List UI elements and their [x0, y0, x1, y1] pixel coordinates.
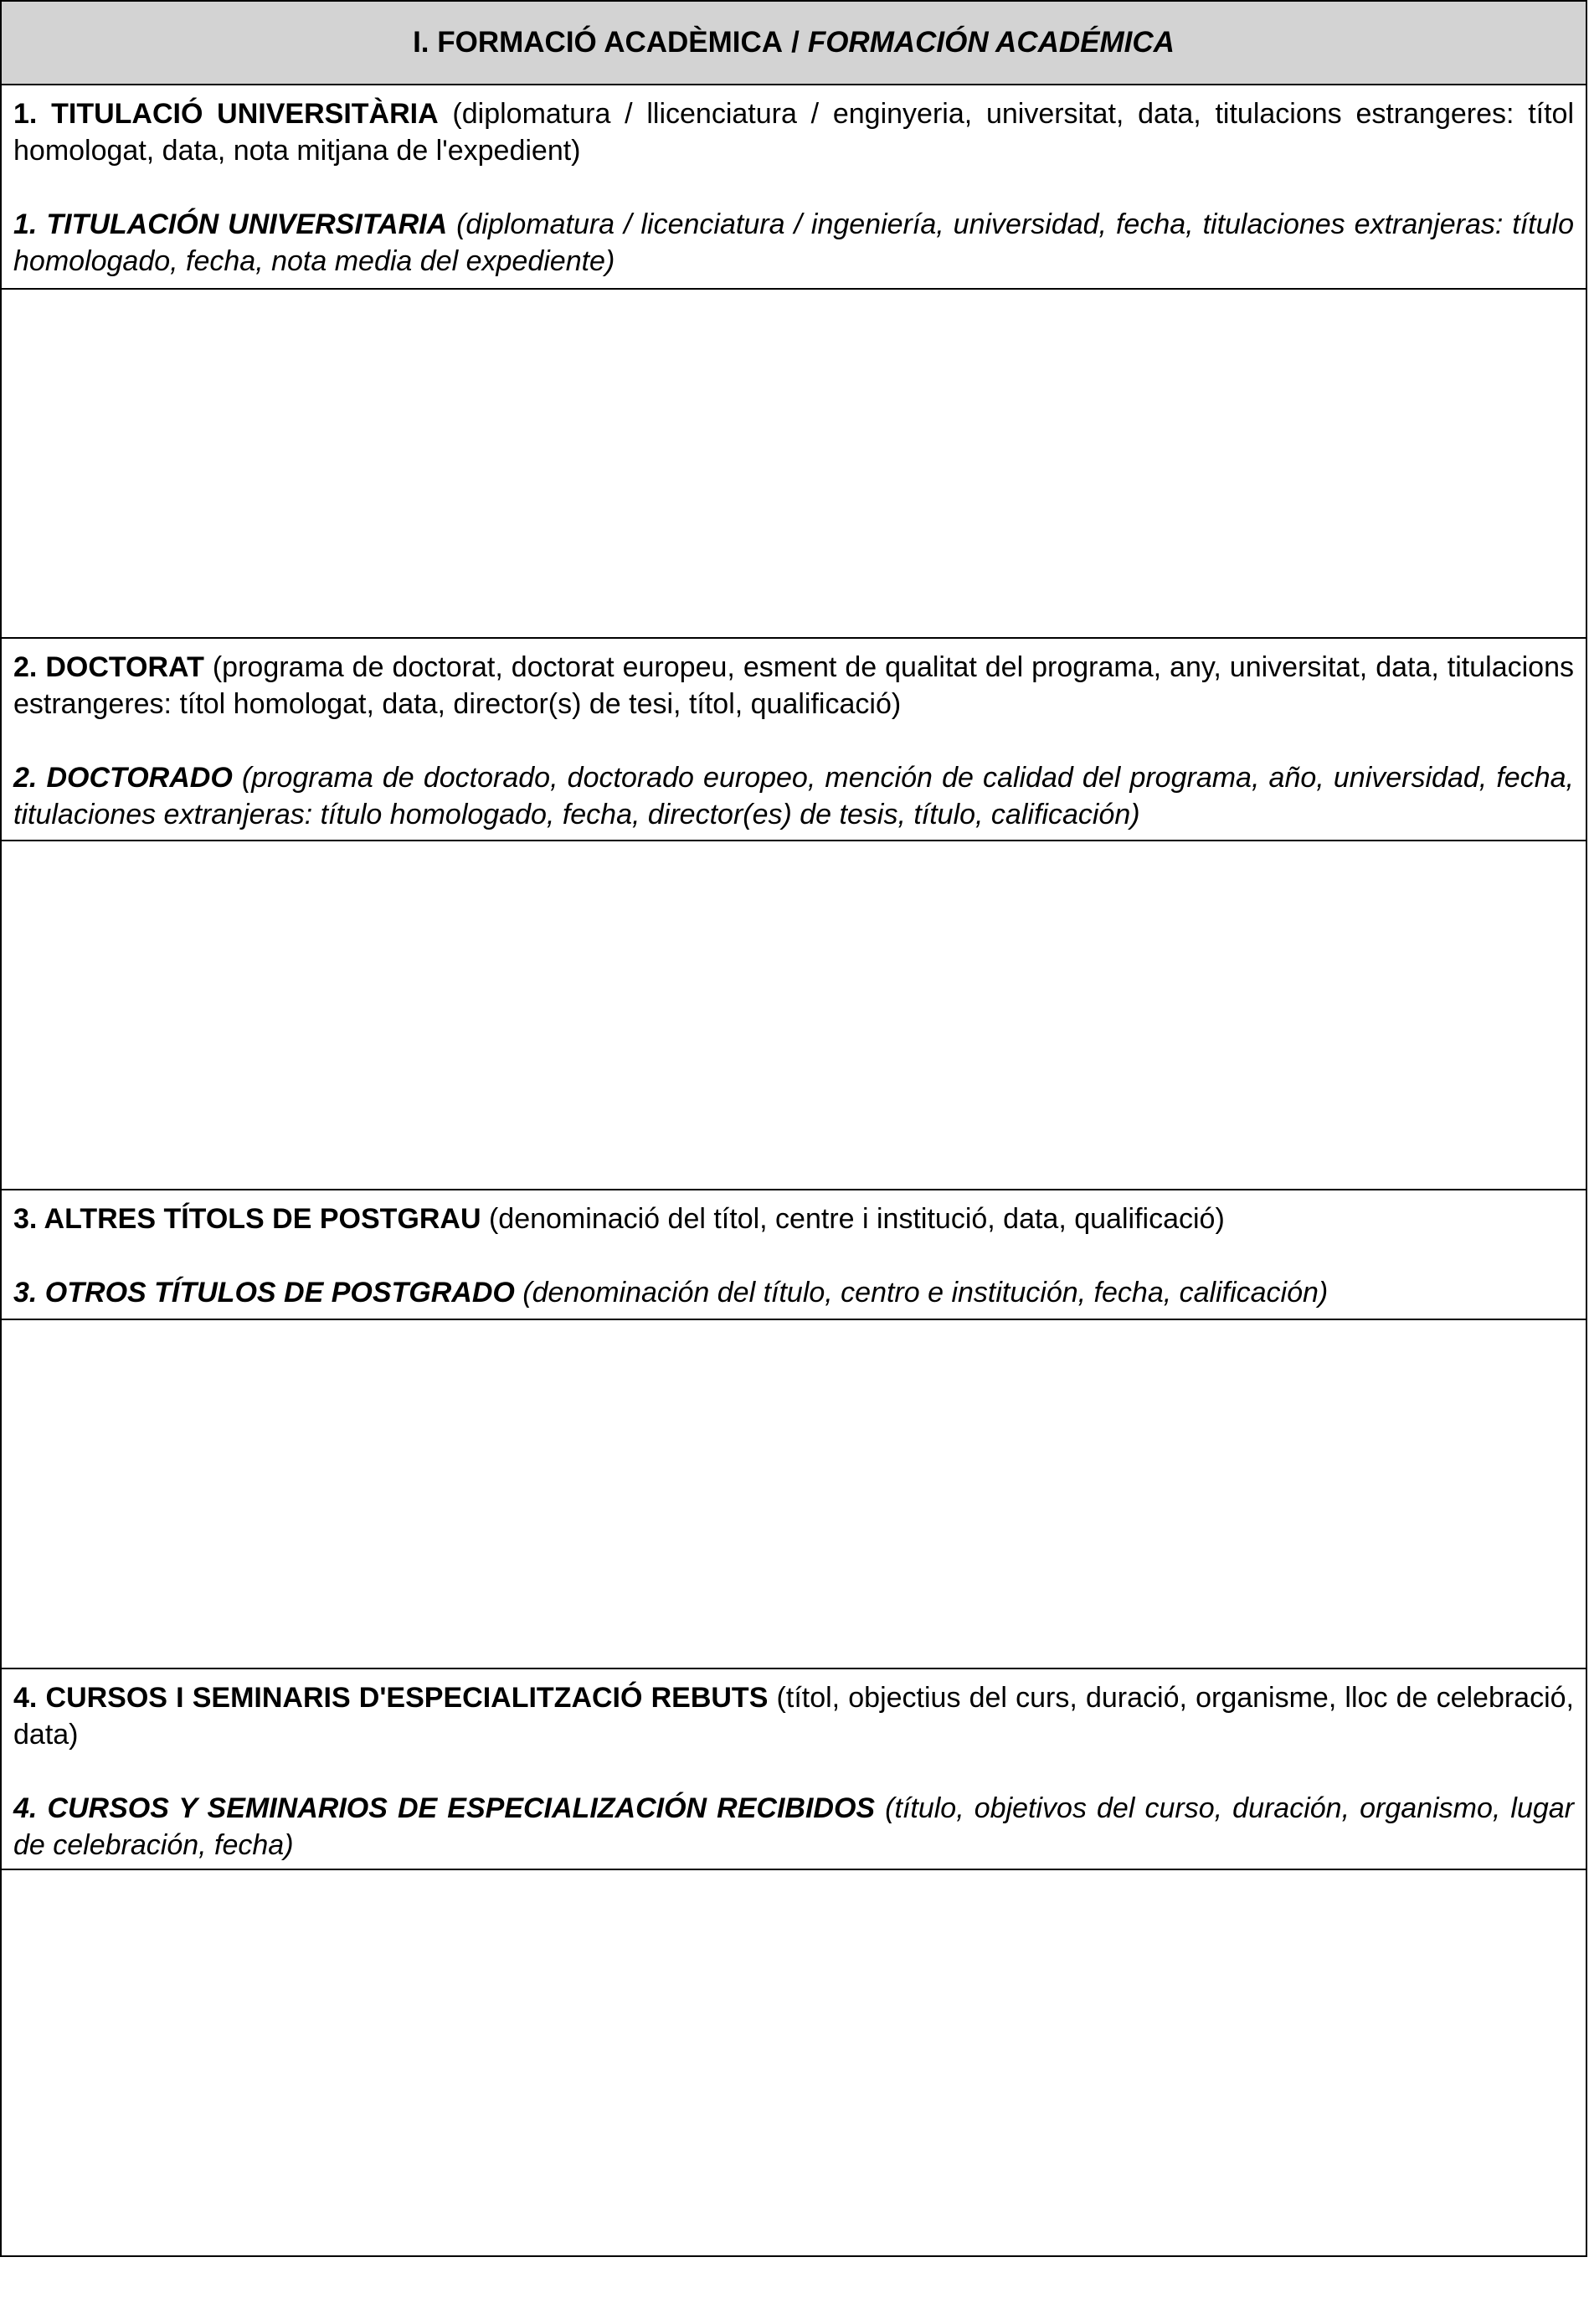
label-title: 1. TITULACIÓ UNIVERSITÀRIA	[13, 98, 439, 130]
specialization-courses-label	[2, 1669, 1586, 1870]
label-title: 3. ALTRES TÍTOLS DE POSTGRAU	[13, 1203, 481, 1235]
header-title-spanish: FORMACIÓN ACADÉMICA	[807, 26, 1175, 59]
label-description: (denominació del títol, centre i institució, data, qualificació)	[481, 1203, 1225, 1235]
label-catalan	[13, 1679, 1574, 1753]
header-separator: /	[791, 26, 800, 59]
label-catalan	[13, 649, 1574, 722]
label-catalan	[13, 95, 1574, 169]
label-description: (programa de doctorat, doctorat europeu, esment de qualitat del programa, any, universitat, data, titulacions estrangeres: títol homologat, data, director(s) de tesi, títol, qualificació)	[13, 651, 1575, 720]
label-title: 3. OTROS TÍTULOS DE POSTGRADO	[13, 1277, 515, 1309]
postgraduate-titles-answer-field[interactable]	[2, 1320, 1586, 1669]
header-title-catalan: I. FORMACIÓ ACADÈMICA	[413, 26, 784, 59]
label-description: (títol, objectius del curs, duració, organisme, lloc de celebració, data)	[13, 1682, 1574, 1751]
doctorate-answer-field[interactable]	[2, 841, 1586, 1190]
university-degree-label	[2, 85, 1586, 290]
label-spanish	[13, 206, 1574, 280]
label-title: 4. CURSOS Y SEMINARIOS DE ESPECIALIZACIÓN RECIBIDOS	[13, 1792, 876, 1824]
label-description: (denominación del título, centro e institución, fecha, calificación)	[514, 1277, 1329, 1309]
label-catalan	[13, 1201, 1574, 1237]
postgraduate-titles-label	[2, 1190, 1586, 1320]
label-spanish	[13, 759, 1574, 833]
university-degree-answer-field[interactable]	[2, 290, 1586, 639]
specialization-courses-answer-field[interactable]	[2, 1870, 1586, 2255]
label-description: (título, objetivos del curso, duración, organismo, lugar de celebración, fecha)	[13, 1792, 1574, 1861]
doctorate-label	[2, 639, 1586, 841]
label-spanish	[13, 1790, 1574, 1864]
section-header	[2, 2, 1586, 85]
label-title: 4. CURSOS I SEMINARIS D'ESPECIALITZACIÓ REBUTS	[13, 1682, 769, 1714]
label-title: 1. TITULACIÓN UNIVERSITARIA	[13, 208, 448, 240]
label-title: 2. DOCTORADO	[13, 762, 233, 794]
label-description: (diplomatura / licenciatura / ingeniería, universidad, fecha, titulaciones extranjeras: título homologado, fecha, nota media del expediente)	[13, 208, 1574, 277]
label-description: (diplomatura / llicenciatura / enginyeria, universitat, data, titulacions estrangeres: títol homologat, data, nota mitjana de l'expedient)	[13, 98, 1574, 167]
label-spanish	[13, 1274, 1574, 1311]
label-description: (programa de doctorado, doctorado europeo, mención de calidad del programa, año, universidad, fecha, titulaciones extranjeras: título homologado, fecha, director(es) de tesis, título, calificación)	[13, 762, 1574, 830]
label-title: 2. DOCTORAT	[13, 651, 204, 683]
